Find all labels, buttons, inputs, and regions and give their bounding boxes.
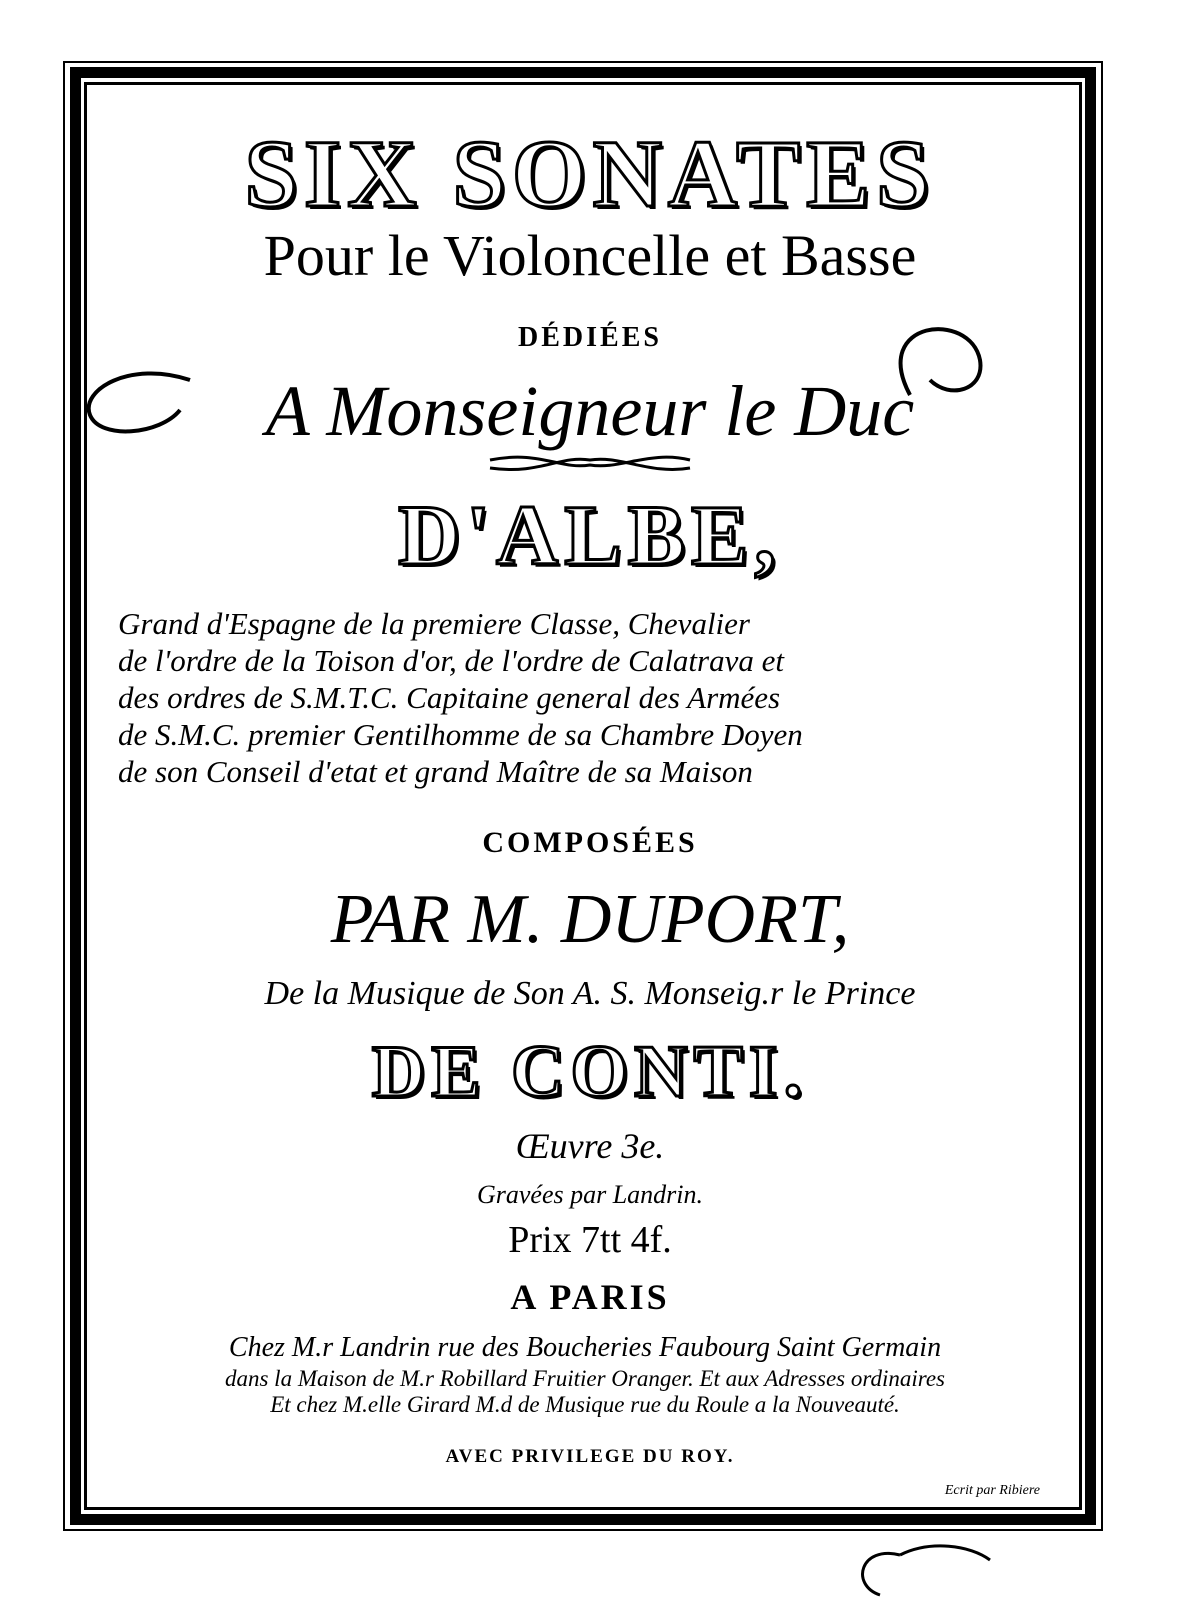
address-line: Chez M.r Landrin rue des Boucheries Faubourg Saint Germain [228, 1332, 942, 1363]
address-line: dans la Maison de M.r Robillard Fruitier Oranger. Et aux Adresses ordinaires [224, 1366, 945, 1391]
titles-line: de l'ordre de la Toison d'or, de l'ordre de Calatrava et [118, 643, 784, 678]
titles-line: de son Conseil d'etat et grand Maître de sa Maison [118, 754, 753, 789]
prince-name: DE CONTI. [371, 1031, 809, 1113]
composer-affiliation: De la Musique de Son A. S. Monseig.r le Prince [264, 975, 916, 1012]
dedicatee-prefix: A Monseigneur le Duc [265, 371, 915, 451]
scribe-credit: Ecrit par Ribiere [944, 1483, 1040, 1498]
titles-line: des ordres de S.M.T.C. Capitaine general des Armées [118, 680, 781, 715]
city: A PARIS [510, 1277, 670, 1317]
dedication-label: DÉDIÉES [518, 322, 662, 353]
engraver: Gravées par Landrin. [476, 1180, 704, 1209]
dedicatee-titles [118, 605, 1048, 790]
dedicatee-name: D'ALBE, [398, 487, 782, 583]
titles-line: de S.M.C. premier Gentilhomme de sa Chambre Doyen [118, 717, 803, 752]
subtitle: Pour le Violoncelle et Basse [263, 223, 917, 288]
opus: Œuvre 3e. [515, 1126, 665, 1166]
titles-line: Grand d'Espagne de la premiere Classe, Chevalier [118, 606, 750, 641]
address-block [90, 1330, 1080, 1418]
address-line: Et chez M.elle Girard M.d de Musique rue du Roule a la Nouveauté. [270, 1392, 900, 1417]
privilege: AVEC PRIVILEGE DU ROY. [445, 1446, 735, 1467]
handwritten-mark [840, 1535, 1020, 1600]
composed-label: COMPOSÉES [482, 826, 698, 859]
composer: PAR M. DUPORT, [330, 881, 850, 958]
title: SIX SONATES [244, 120, 936, 227]
price: Prix 7tt 4f. [508, 1219, 672, 1261]
